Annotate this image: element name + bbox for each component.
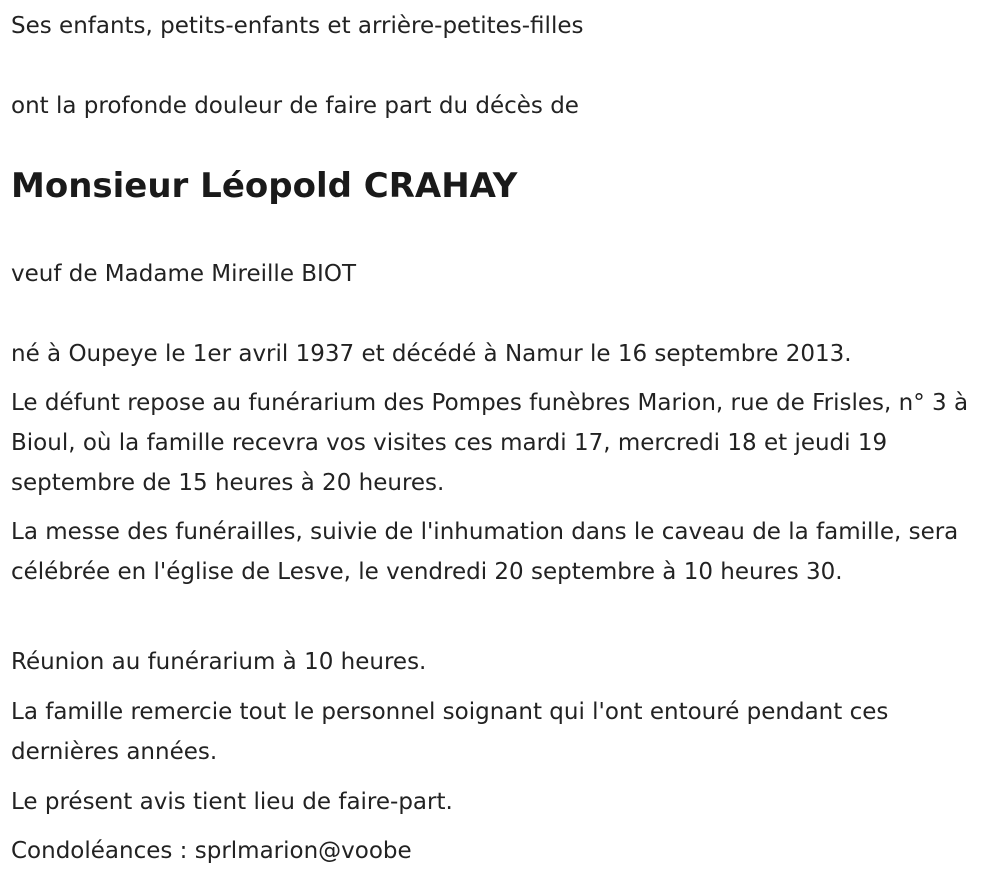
spouse-line: veuf de Madame Mireille BIOT [11,261,356,287]
birth-death-line: né à Oupeye le 1er avril 1937 et décédé à Namur le 16 septembre 2013. [11,341,852,367]
condolences-line: Condoléances : sprlmarion@voobe [11,838,412,864]
funeral-paragraph: La messe des funérailles, suivie de l'inhumation dans le caveau de la famille, sera célébrée en l'église de Lesve, le vendredi 20 septembre à 10 heures 30. [11,519,959,585]
notice-line: Le présent avis tient lieu de faire-part. [11,789,453,815]
announcement-line: ont la profonde douleur de faire part du décès de [11,93,579,119]
meeting-line: Réunion au funérarium à 10 heures. [11,649,427,675]
visitation-paragraph: Le défunt repose au funérarium des Pompes funèbres Marion, rue de Frisles, n° 3 à Bioul, où la famille recevra vos visites ces mardi 17, mercredi 18 et jeudi 19 septembre de 15 heures à 20 heures. [11,390,969,496]
thanks-paragraph: La famille remercie tout le personnel soignant qui l'ont entouré pendant ces dernières années. [11,699,889,765]
intro-line: Ses enfants, petits-enfants et arrière-petites-filles [11,13,584,39]
deceased-name: Monsieur Léopold CRAHAY [11,166,518,206]
